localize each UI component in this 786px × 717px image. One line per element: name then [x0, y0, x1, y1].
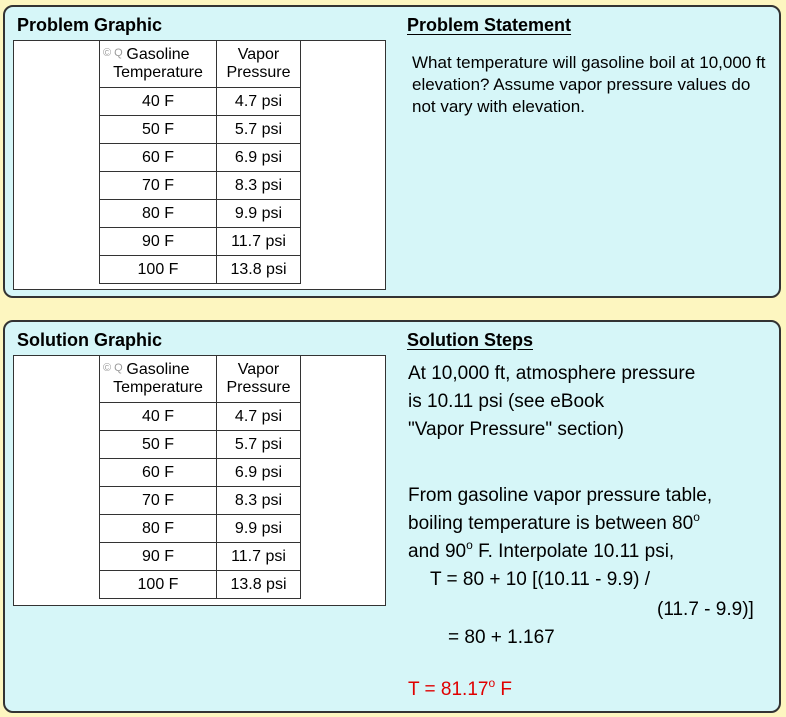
header-pressure: Vapor Pressure: [217, 41, 301, 88]
table-row: [100, 571, 301, 599]
table-row: [100, 200, 301, 228]
pressure-cell: 11.7 psi: [217, 228, 301, 256]
pressure-cell: 8.3 psi: [217, 172, 301, 200]
table-row: [100, 487, 301, 515]
watermark: © Q: [103, 362, 123, 374]
pressure-cell: 11.7 psi: [217, 543, 301, 571]
problem-graphic-title: Problem Graphic: [17, 15, 163, 35]
table-row: [100, 88, 301, 116]
solution-graphic-title: Solution Graphic: [17, 330, 163, 350]
final-result: $T = 81.17^o$ F: [408, 676, 513, 700]
solution-steps-title: Solution Steps: [407, 330, 533, 350]
pressure-cell: 4.7 psi: [217, 403, 301, 431]
temp-cell: 40 F: [100, 403, 217, 431]
vapor-pressure-table: [99, 355, 301, 599]
temp-cell: 70 F: [100, 172, 217, 200]
temp-cell: 80 F: [100, 200, 217, 228]
temp-cell: 90 F: [100, 228, 217, 256]
table-row: [100, 403, 301, 431]
temp-cell: 90 F: [100, 543, 217, 571]
problem-statement-title: Problem Statement: [407, 15, 572, 35]
table-row: [100, 515, 301, 543]
pressure-cell: 9.9 psi: [217, 515, 301, 543]
table-row: [100, 431, 301, 459]
solution-graphic-box: [13, 355, 386, 606]
pressure-cell: 5.7 psi: [217, 116, 301, 144]
pressure-cell: 9.9 psi: [217, 200, 301, 228]
pressure-cell: 6.9 psi: [217, 459, 301, 487]
problem-panel: [3, 5, 781, 298]
temp-cell: 50 F: [100, 116, 217, 144]
temp-cell: 70 F: [100, 487, 217, 515]
degree-symbol: o: [488, 676, 496, 690]
pressure-cell: 6.9 psi: [217, 144, 301, 172]
temp-cell: 100 F: [100, 256, 217, 284]
table-row: [100, 543, 301, 571]
header-pressure: Vapor Pressure: [217, 356, 301, 403]
table-row: [100, 228, 301, 256]
temp-cell: 60 F: [100, 144, 217, 172]
solution-step-2: From gasoline vapor pressure table, boiling temperature is between 80$^o$ and 90$^o$ F. Interpolate 10.11 psi,: [408, 485, 713, 562]
watermark: © Q: [103, 47, 123, 59]
table-header-row: [100, 356, 301, 403]
table-row: [100, 144, 301, 172]
pressure-cell: 13.8 psi: [217, 571, 301, 599]
header-temperature: © Q Gasoline Temperature: [100, 356, 217, 403]
pressure-cell: 13.8 psi: [217, 256, 301, 284]
table-row: [100, 459, 301, 487]
pressure-cell: 8.3 psi: [217, 487, 301, 515]
table-row: [100, 116, 301, 144]
temp-cell: 60 F: [100, 459, 217, 487]
header-temperature: © Q Gasoline Temperature: [100, 41, 217, 88]
table-header-row: [100, 41, 301, 88]
problem-statement-text: What temperature will gasoline boil at 10,000 ft elevation? Assume vapor pressure values do not vary with elevation.: [412, 53, 766, 116]
equation-line-2: (11.7 - 9.9)]: [657, 599, 754, 620]
temp-cell: 50 F: [100, 431, 217, 459]
table-row: [100, 172, 301, 200]
table-row: [100, 256, 301, 284]
degree-symbol: o: [693, 510, 700, 524]
degree-symbol: o: [466, 538, 473, 552]
temp-cell: 80 F: [100, 515, 217, 543]
pressure-cell: 5.7 psi: [217, 431, 301, 459]
equation-line-3: = 80 + 1.167: [448, 627, 555, 648]
temp-cell: 100 F: [100, 571, 217, 599]
solution-panel: [3, 320, 781, 713]
problem-graphic-box: [13, 40, 386, 290]
temp-cell: 40 F: [100, 88, 217, 116]
solution-step-1: At 10,000 ft, atmosphere pressure is 10.11 psi (see eBook "Vapor Pressure" section): [408, 363, 696, 440]
equation-line-1: T = 80 + 10 [(10.11 - 9.9) /: [430, 569, 651, 590]
pressure-cell: 4.7 psi: [217, 88, 301, 116]
vapor-pressure-table: [99, 40, 301, 284]
